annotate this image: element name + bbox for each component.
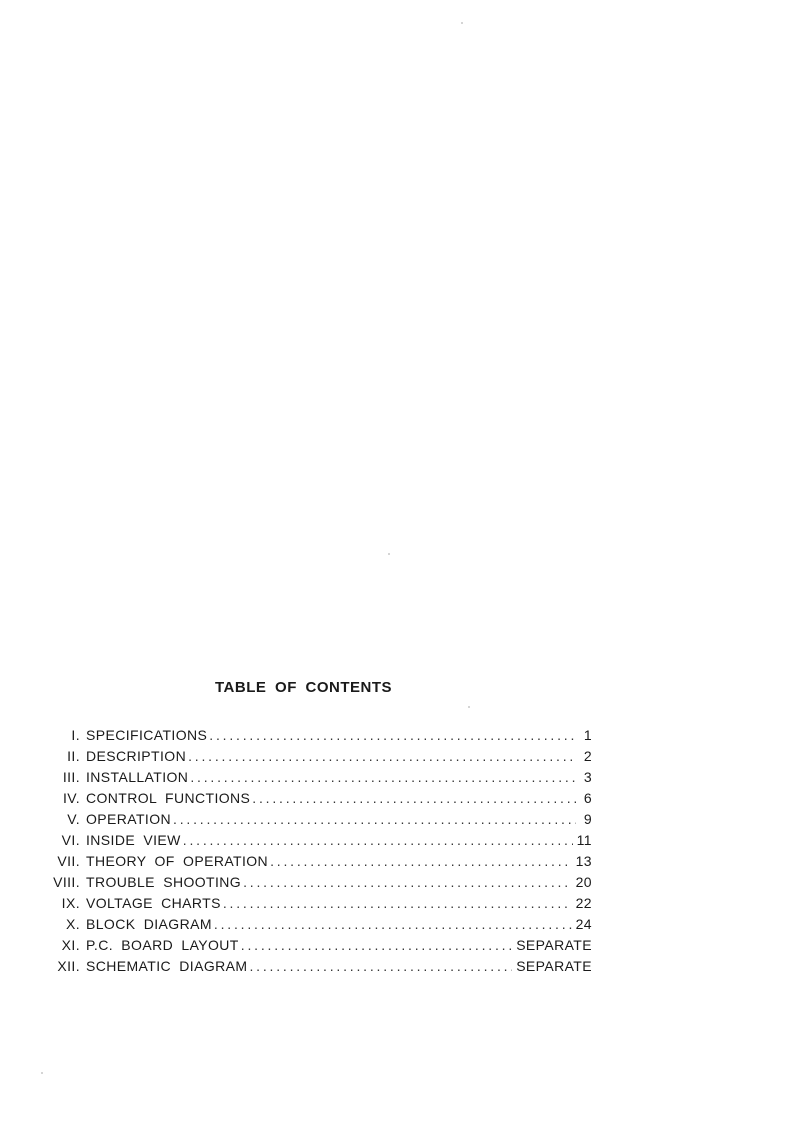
toc-entry-page: 22 [575,895,592,911]
toc-entry-number: IX. [61,895,80,911]
toc-entry-label: TROUBLE SHOOTING [86,874,242,890]
toc-entry-number: V. [67,811,80,827]
toc-entry-label: VOLTAGE CHARTS [86,895,221,911]
toc-entry [20,832,592,853]
toc-entry-label: SPECIFICATIONS [86,727,208,743]
toc-entry [20,811,592,832]
toc-entry-label: INSTALLATION [86,769,189,785]
toc-entry-number: IV. [62,790,80,806]
toc-entry-label: DESCRIPTION [86,748,187,764]
toc-entry-label: BLOCK DIAGRAM [86,916,212,932]
toc-dot-leader [249,958,512,974]
toc-entry [20,916,592,937]
toc-entry [20,769,592,790]
toc-entry-label: SCHEMATIC DIAGRAM [86,958,248,974]
toc-entry [20,748,592,769]
toc-dot-leader [243,874,572,890]
toc-list [20,727,592,979]
toc-dot-leader [214,916,572,932]
toc-dot-leader [209,727,576,743]
toc-entry [20,895,592,916]
toc-entry-page: 11 [576,832,592,848]
toc-dot-leader [183,832,573,848]
page-title: TABLE OF CONTENTS [215,679,393,696]
toc-entry-page: 1 [583,727,592,743]
scan-speck [468,706,470,708]
toc-entry-page: 20 [575,874,592,890]
scan-speck [388,553,390,555]
toc-entry-number: VIII. [53,874,80,890]
toc-entry-label: P.C. BOARD LAYOUT [86,937,239,953]
toc-entry-number: VII. [57,853,80,869]
toc-dot-leader [188,748,576,764]
toc-entry-label: THEORY OF OPERATION [86,853,269,869]
toc-entry [20,874,592,895]
toc-entry-page: 24 [575,916,592,932]
toc-entry-number: II. [67,748,80,764]
toc-dot-leader [241,937,512,953]
toc-entry-page: 6 [583,790,592,806]
toc-entry-page: 2 [583,748,592,764]
toc-entry-label: CONTROL FUNCTIONS [86,790,251,806]
toc-entry-number: XI. [61,937,80,953]
toc-entry-page: 3 [583,769,592,785]
toc-entry-page: SEPARATE [516,937,592,953]
scan-speck [41,1072,43,1074]
toc-entry [20,937,592,958]
toc-entry [20,958,592,979]
toc-dot-leader [173,811,576,827]
toc-dot-leader [223,895,572,911]
toc-entry-number: I. [71,727,80,743]
toc-entry-number: III. [62,769,80,785]
scan-speck [461,22,463,24]
toc-entry-number: X. [65,916,80,932]
toc-entry [20,727,592,748]
toc-entry-number: VI. [61,832,80,848]
toc-entry-page: 9 [583,811,592,827]
toc-entry [20,790,592,811]
toc-dot-leader [270,853,572,869]
toc-entry-label: OPERATION [86,811,172,827]
toc-entry [20,853,592,874]
toc-entry-page: SEPARATE [516,958,592,974]
toc-entry-page: 13 [575,853,592,869]
toc-entry-number: XII. [57,958,80,974]
toc-dot-leader [252,790,576,806]
toc-entry-label: INSIDE VIEW [86,832,181,848]
toc-dot-leader [190,769,576,785]
